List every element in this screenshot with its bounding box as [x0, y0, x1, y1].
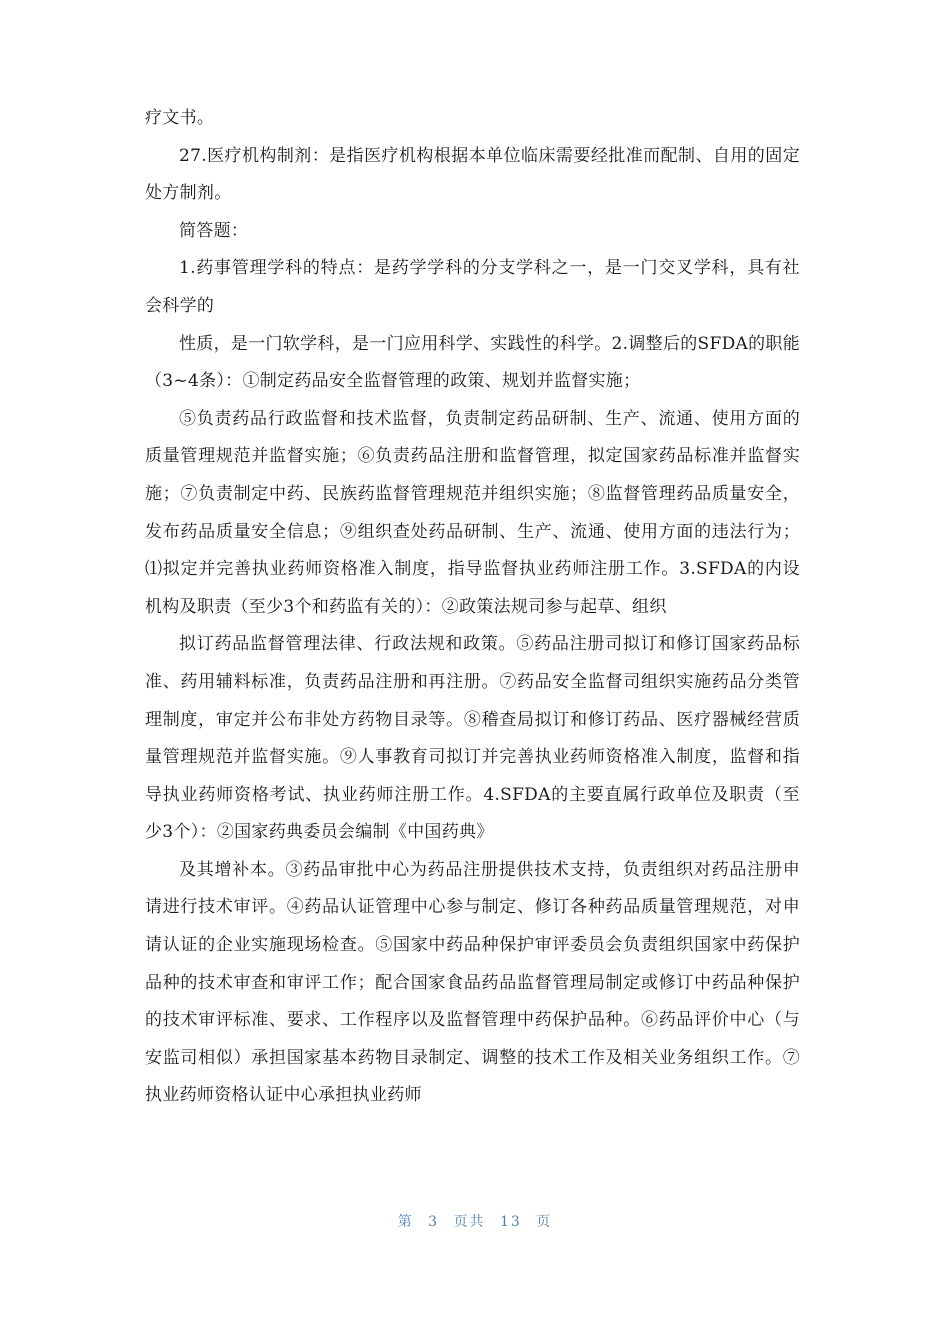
paragraph-2: 27.医疗机构制剂：是指医疗机构根据本单位临床需要经批准而配制、自用的固定处方制剂。: [145, 145, 800, 204]
footer-middle: 页共: [453, 1214, 486, 1230]
page-footer: [0, 1211, 950, 1231]
paragraph-1: 疗文书。: [145, 108, 215, 128]
paragraph-5: 性质，是一门软学科，是一门应用科学、实践性的科学。2.调整后的SFDA的职能（3~4条）：①制定药品安全监督管理的政策、规划并监督实施；: [145, 333, 800, 392]
paragraph-4: 1.药事管理学科的特点：是药学学科的分支学科之一，是一门交叉学科，具有社会科学的: [145, 258, 800, 316]
footer-suffix: 页: [536, 1214, 553, 1230]
footer-total-pages: 13: [500, 1214, 522, 1230]
footer-page-number: 3: [428, 1214, 440, 1230]
paragraph-8: 及其增补本。③药品审批中心为药品注册提供技术支持，负责组织对药品注册申请进行技术审评。④药品认证管理中心参与制定、修订各种药品质量管理规范，对申请认证的企业实施现场检查。⑤国家中药品种保护审评委员会负责组织国家中药保护品种的技术审查和审评工作；配合国家食品药品监督管理局制定或修订中药品种保护的技术审评标准、要求、工作程序以及监督管理中药保护品种。⑥药品评价中心（与安监司相似）承担国家基本药物目录制定、调整的技术工作及相关业务组织工作。⑦执业药师资格认证中心承担执业药师: [145, 859, 800, 1106]
footer-prefix: 第: [397, 1214, 414, 1230]
paragraph-7: 拟订药品监督管理法律、行政法规和政策。⑤药品注册司拟订和修订国家药品标准、药用辅料标准，负责药品注册和再注册。⑦药品安全监督司组织实施药品分类管理制度，审定并公布非处方药物目录等。⑧稽查局拟订和修订药品、医疗器械经营质量管理规范并监督实施。⑨人事教育司拟订并完善执业药师资格准入制度，监督和指导执业药师资格考试、执业药师注册工作。4.SFDA的主要直属行政单位及职责（至少3个）：②国家药典委员会编制《中国药典》: [145, 634, 800, 843]
document-body: [145, 100, 800, 1115]
paragraph-3-heading: 简答题：: [179, 220, 249, 241]
paragraph-6: ⑤负责药品行政监督和技术监督，负责制定药品研制、生产、流通、使用方面的质量管理规范并监督实施；⑥负责药品注册和监督管理，拟定国家药品标准并监督实施；⑦负责制定中药、民族药监督管理规范并组织实施；⑧监督管理药品质量安全，发布药品质量安全信息；⑨组织查处药品研制、生产、流通、使用方面的违法行为；⑴拟定并完善执业药师资格准入制度，指导监督执业药师注册工作。3.SFDA的内设机构及职责（至少3个和药监有关的）：②政策法规司参与起草、组织: [145, 408, 800, 617]
